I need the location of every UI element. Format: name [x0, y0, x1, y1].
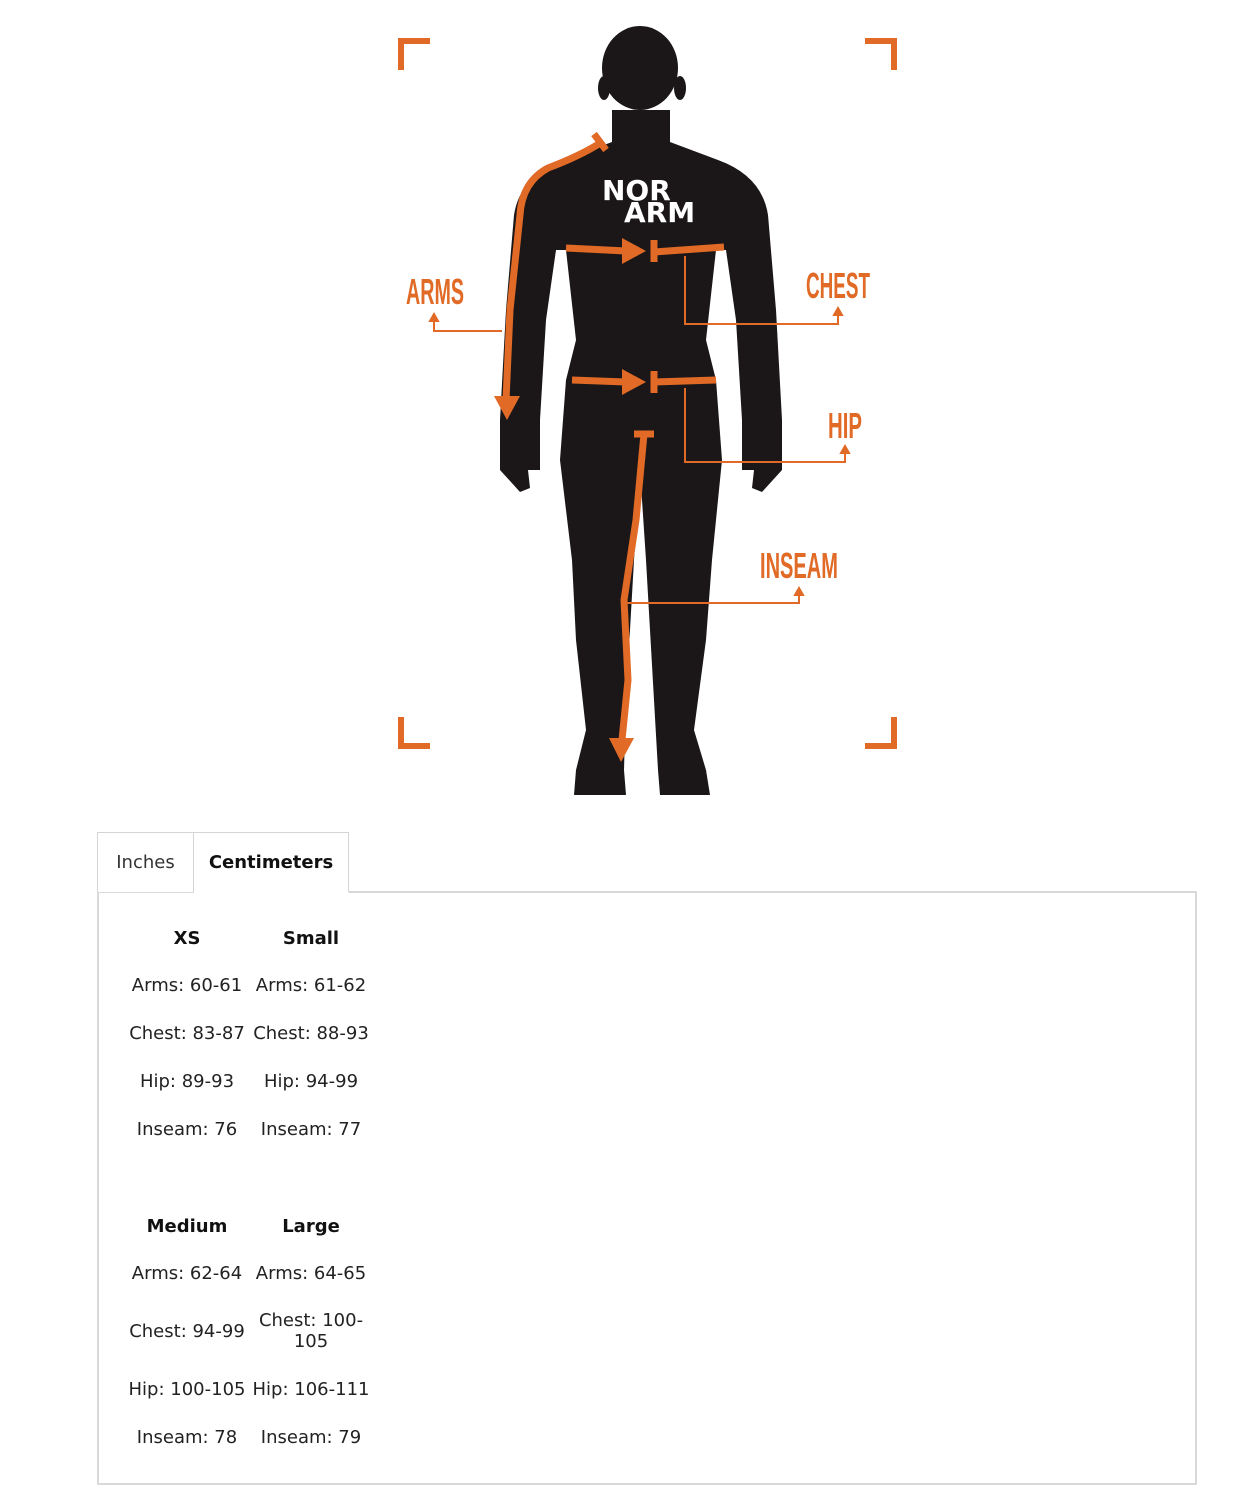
hip-value: Hip: 100-105: [128, 1378, 246, 1400]
tab-inches[interactable]: Inches: [97, 832, 194, 892]
size-heading: XS: [173, 927, 201, 949]
size-group-medium-large: [125, 1203, 375, 1461]
hip-value: Hip: 106-111: [252, 1378, 370, 1400]
chest-label: CHEST: [806, 265, 871, 306]
chest-value: Chest: 94-99: [129, 1320, 245, 1342]
arms-value: Arms: 61-62: [255, 974, 367, 996]
size-heading: Small: [282, 927, 340, 949]
logo-line-1: NOR: [602, 174, 671, 207]
size-heading: Large: [282, 1215, 340, 1237]
inseam-value: Inseam: 78: [136, 1426, 238, 1448]
size-heading: Medium: [146, 1215, 228, 1237]
hip-label: HIP: [828, 405, 862, 446]
inseam-value: Inseam: 77: [260, 1118, 362, 1140]
hip-value: Hip: 94-99: [263, 1070, 359, 1092]
inseam-label: INSEAM: [760, 545, 838, 586]
body-silhouette: [500, 26, 782, 795]
logo-line-2: ARM: [624, 196, 696, 229]
chest-value: Chest: 100-105: [258, 1310, 364, 1352]
unit-tabs: [97, 832, 349, 892]
chest-value: Chest: 83-87: [129, 1022, 245, 1044]
hip-value: Hip: 89-93: [139, 1070, 235, 1092]
arms-value: Arms: 60-61: [131, 974, 243, 996]
tab-centimeters[interactable]: Centimeters: [194, 832, 349, 893]
arms-value: Arms: 64-65: [255, 1262, 367, 1284]
arms-value: Arms: 62-64: [131, 1262, 243, 1284]
chest-value: Chest: 88-93: [253, 1022, 369, 1044]
size-chart-panel: [97, 891, 1197, 1485]
size-group-xs-small: [125, 915, 375, 1153]
arms-label: ARMS: [406, 271, 464, 312]
inseam-value: Inseam: 76: [136, 1118, 238, 1140]
inseam-value: Inseam: 79: [260, 1426, 362, 1448]
